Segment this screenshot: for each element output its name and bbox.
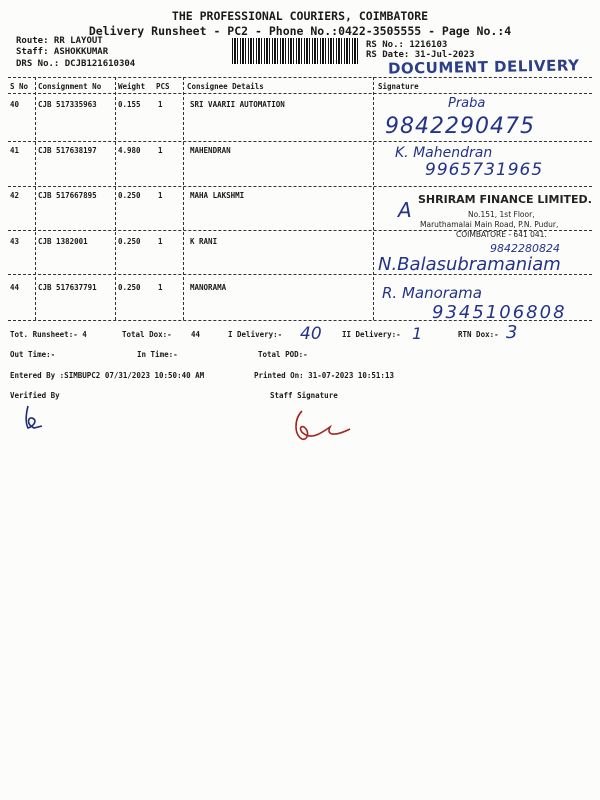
table-row-consignee: MAHA LAKSHMI [190, 191, 245, 200]
route-label: Route: RR LAYOUT [16, 36, 103, 46]
col-header-weight: Weight [118, 82, 146, 91]
table-row-consignment: CJB 517335963 [38, 100, 97, 109]
document-delivery-stamp: DOCUMENT DELIVERY [387, 56, 580, 78]
barcode [232, 38, 358, 64]
col-header-consignee: Consignee Details [187, 82, 264, 91]
company-stamp-line: Maruthamalai Main Road, P.N. Pudur, [420, 220, 559, 229]
signature-row41-name: K. Mahendran [395, 145, 493, 161]
ii-delivery-value: 1 [412, 324, 423, 343]
signature-row40-phone: 9842290475 [385, 114, 535, 139]
in-time: In Time:- [137, 350, 178, 359]
table-row-weight: 0.250 [118, 283, 141, 292]
table-row-sno: 42 [10, 191, 20, 200]
table-row-sno: 40 [10, 100, 20, 109]
col-header-consignment: Consignment No [38, 82, 102, 91]
table-row-consignee: MANORAMA [190, 283, 227, 292]
total-dox-value: 44 [191, 330, 201, 339]
ii-delivery-label: II Delivery:- [342, 330, 401, 339]
tot-runsheet: Tot. Runsheet:- 4 [10, 330, 87, 339]
company-stamp-line: COIMBATORE - 641 041. [456, 230, 547, 239]
i-delivery-label: I Delivery:- [228, 330, 283, 339]
signature-row41-phone: 9965731965 [425, 160, 544, 180]
out-time: Out Time:- [10, 350, 56, 359]
table-row-consignment: CJB 1382001 [38, 237, 88, 246]
table-row-consignee: SRI VAARII AUTOMATION [190, 100, 285, 109]
table-row-consignee: MAHENDRAN [190, 146, 231, 155]
col-divider [115, 77, 116, 320]
printed-on: Printed On: 31-07-2023 10:51:13 [254, 371, 394, 380]
signature-row43-name: N.Balasubramaniam [378, 254, 561, 275]
company-stamp-name: SHRIRAM FINANCE LIMITED. [418, 193, 592, 206]
table-row-weight: 0.250 [118, 191, 141, 200]
table-top-border [8, 77, 592, 78]
col-header-pcs: PCS [156, 82, 170, 91]
table-header-border [8, 93, 592, 94]
table-row-consignment: CJB 517667895 [38, 191, 97, 200]
rs-number: RS No.: 1216103 [366, 40, 448, 50]
verified-by-label: Verified By [10, 391, 60, 400]
table-row-pcs: 1 [158, 283, 163, 292]
staff-label: Staff: ASHOKKUMAR [16, 47, 109, 57]
table-row-pcs: 1 [158, 237, 163, 246]
table-row-sno: 44 [10, 283, 20, 292]
table-row-sno: 41 [10, 146, 20, 155]
table-row-pcs: 1 [158, 146, 163, 155]
signature-row42-initials: A [398, 198, 412, 222]
rs-date: RS Date: 31-Jul-2023 [366, 50, 475, 60]
col-divider [183, 77, 184, 320]
verifier-signature [20, 402, 60, 434]
row-divider [8, 141, 592, 142]
i-delivery-value: 40 [300, 324, 322, 344]
col-divider [373, 77, 374, 320]
col-header-signature: Signature [378, 82, 419, 91]
col-header-sno: S No [10, 82, 29, 91]
table-row-consignment: CJB 517638197 [38, 146, 97, 155]
company-stamp-line: No.151, 1st Floor, [468, 210, 535, 219]
total-dox-label: Total Dox:- [122, 330, 172, 339]
signature-row44-phone: 9345106808 [432, 302, 567, 323]
entered-by: Entered By :SIMBUPC2 07/31/2023 10:50:40 AM [10, 371, 205, 380]
rtn-dox-label: RTN Dox:- [458, 330, 499, 339]
runsheet-subtitle: Delivery Runsheet - PC2 - Phone No.:0422-3505555 - Page No.:4 [88, 24, 512, 38]
drs-number: DRS No.: DCJB121610304 [16, 59, 136, 69]
signature-row42-phone: 9842280824 [490, 242, 560, 255]
table-row-weight: 0.155 [118, 100, 141, 109]
signature-row44-name: R. Manorama [382, 284, 482, 302]
table-row-weight: 4.980 [118, 146, 141, 155]
table-row-pcs: 1 [158, 191, 163, 200]
rtn-dox-value: 3 [506, 322, 518, 343]
staff-signature [290, 405, 360, 450]
table-row-consignment: CJB 517637791 [38, 283, 97, 292]
company-title: THE PROFESSIONAL COURIERS, COIMBATORE [171, 9, 429, 23]
row-divider [8, 186, 592, 187]
staff-signature-label: Staff Signature [270, 391, 338, 400]
table-row-consignee: K RANI [190, 237, 218, 246]
total-pod: Total POD:- [258, 350, 308, 359]
col-divider [35, 77, 36, 320]
table-row-sno: 43 [10, 237, 20, 246]
signature-row40-name: Praba [448, 96, 486, 111]
table-row-pcs: 1 [158, 100, 163, 109]
table-row-weight: 0.250 [118, 237, 141, 246]
